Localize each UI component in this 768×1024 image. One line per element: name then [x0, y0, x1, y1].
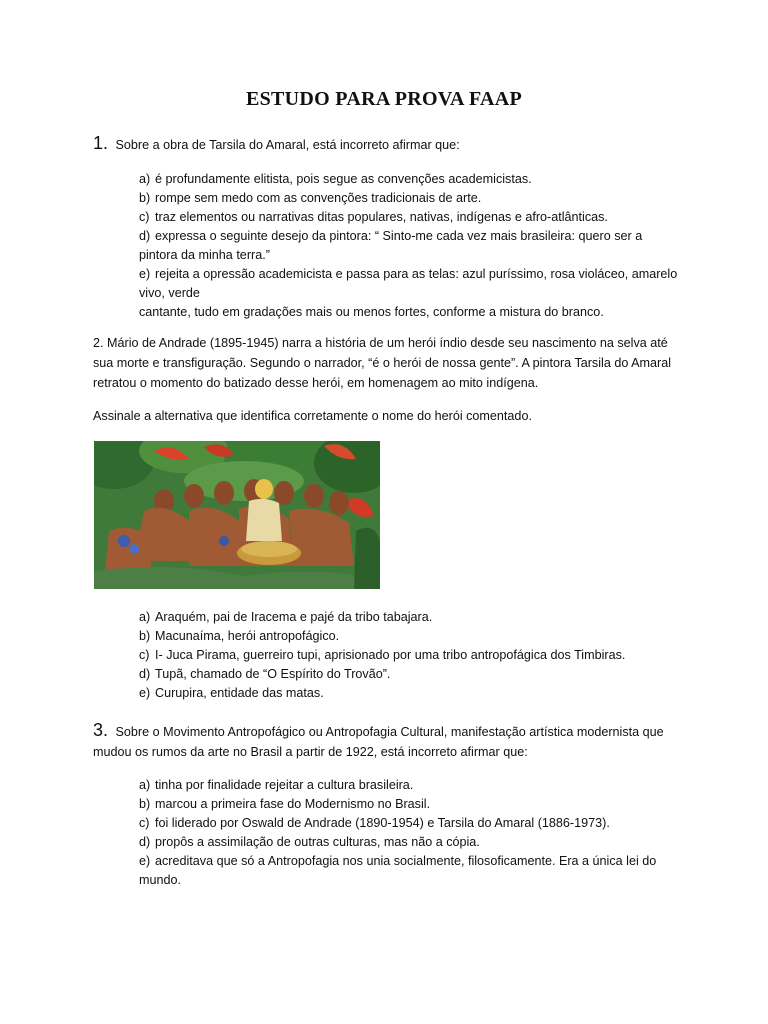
page-title: ESTUDO PARA PROVA FAAP: [245, 88, 523, 110]
question-3-prompt: [93, 720, 673, 762]
question-3-text: Sobre o Movimento Antropofágico ou Antropofagia Cultural, manifestação artística modernista que mudou os rumos da arte no Brasil a partir de 1922, está incorreto afirmar que:: [93, 725, 664, 759]
question-3-options: [139, 776, 679, 890]
question-1-prompt: [93, 133, 673, 155]
question-1-number: 1.: [93, 133, 109, 153]
option-item: e) Curupira, entidade das matas.: [139, 686, 324, 700]
option-item: d) propôs a assimilação de outras culturas, mas não a cópia.: [139, 835, 480, 849]
option-item: c) traz elementos ou narrativas ditas populares, nativas, indígenas e afro-atlânticas.: [139, 210, 608, 224]
option-item: a) tinha por finalidade rejeitar a cultura brasileira.: [139, 778, 414, 792]
question-2-instruction: Assinale a alternativa que identifica corretamente o nome do herói comentado.: [93, 409, 532, 423]
option-item: c) foi liderado por Oswald de Andrade (1890-1954) e Tarsila do Amaral (1886-1973).: [139, 816, 610, 830]
option-item: c) I- Juca Pirama, guerreiro tupi, aprisionado por uma tribo antropofágica dos Timbiras.: [139, 648, 626, 662]
question-3-number: 3.: [93, 720, 109, 740]
question-2-options: [139, 608, 679, 703]
question-2-paragraph: 2. Mário de Andrade (1895-1945) narra a história de um herói índio desde seu nascimento na selva até sua morte e transfiguração. Segundo o narrador, “é o herói de nossa gente”. A pintora Tarsila do Amaral retratou o momento do batizado desse herói, em homenagem ao mito indígena.: [93, 336, 672, 390]
option-item: a) Araquém, pai de Iracema e pajé da tribo tabajara.: [139, 610, 433, 624]
question-1-options: [139, 170, 679, 322]
option-item: b) rompe sem medo com as convenções tradicionais de arte.: [139, 191, 482, 205]
option-item: b) marcou a primeira fase do Modernismo no Brasil.: [139, 797, 431, 811]
option-item-continuation: cantante, tudo em gradações mais ou menos fortes, conforme a mistura do branco.: [139, 305, 604, 319]
option-item: e) rejeita a opressão academicista e passa para as telas: azul puríssimo, rosa violáceo, amarelo vivo, verde: [139, 267, 678, 300]
option-item: d) Tupã, chamado de “O Espírito do Trovão”.: [139, 667, 391, 681]
option-item: a) é profundamente elitista, pois segue as convenções academicistas.: [139, 172, 532, 186]
question-1-text: Sobre a obra de Tarsila do Amaral, está incorreto afirmar que:: [115, 138, 460, 152]
option-item: e) acreditava que só a Antropofagia nos unia socialmente, filosoficamente. Era a única lei do mundo.: [139, 854, 657, 887]
painting-image: [94, 441, 380, 589]
option-item: b) Macunaíma, herói antropofágico.: [139, 629, 340, 643]
option-item: d) expressa o seguinte desejo da pintora: “ Sinto-me cada vez mais brasileira: quero ser a pintora da minha terra.”: [139, 229, 643, 262]
